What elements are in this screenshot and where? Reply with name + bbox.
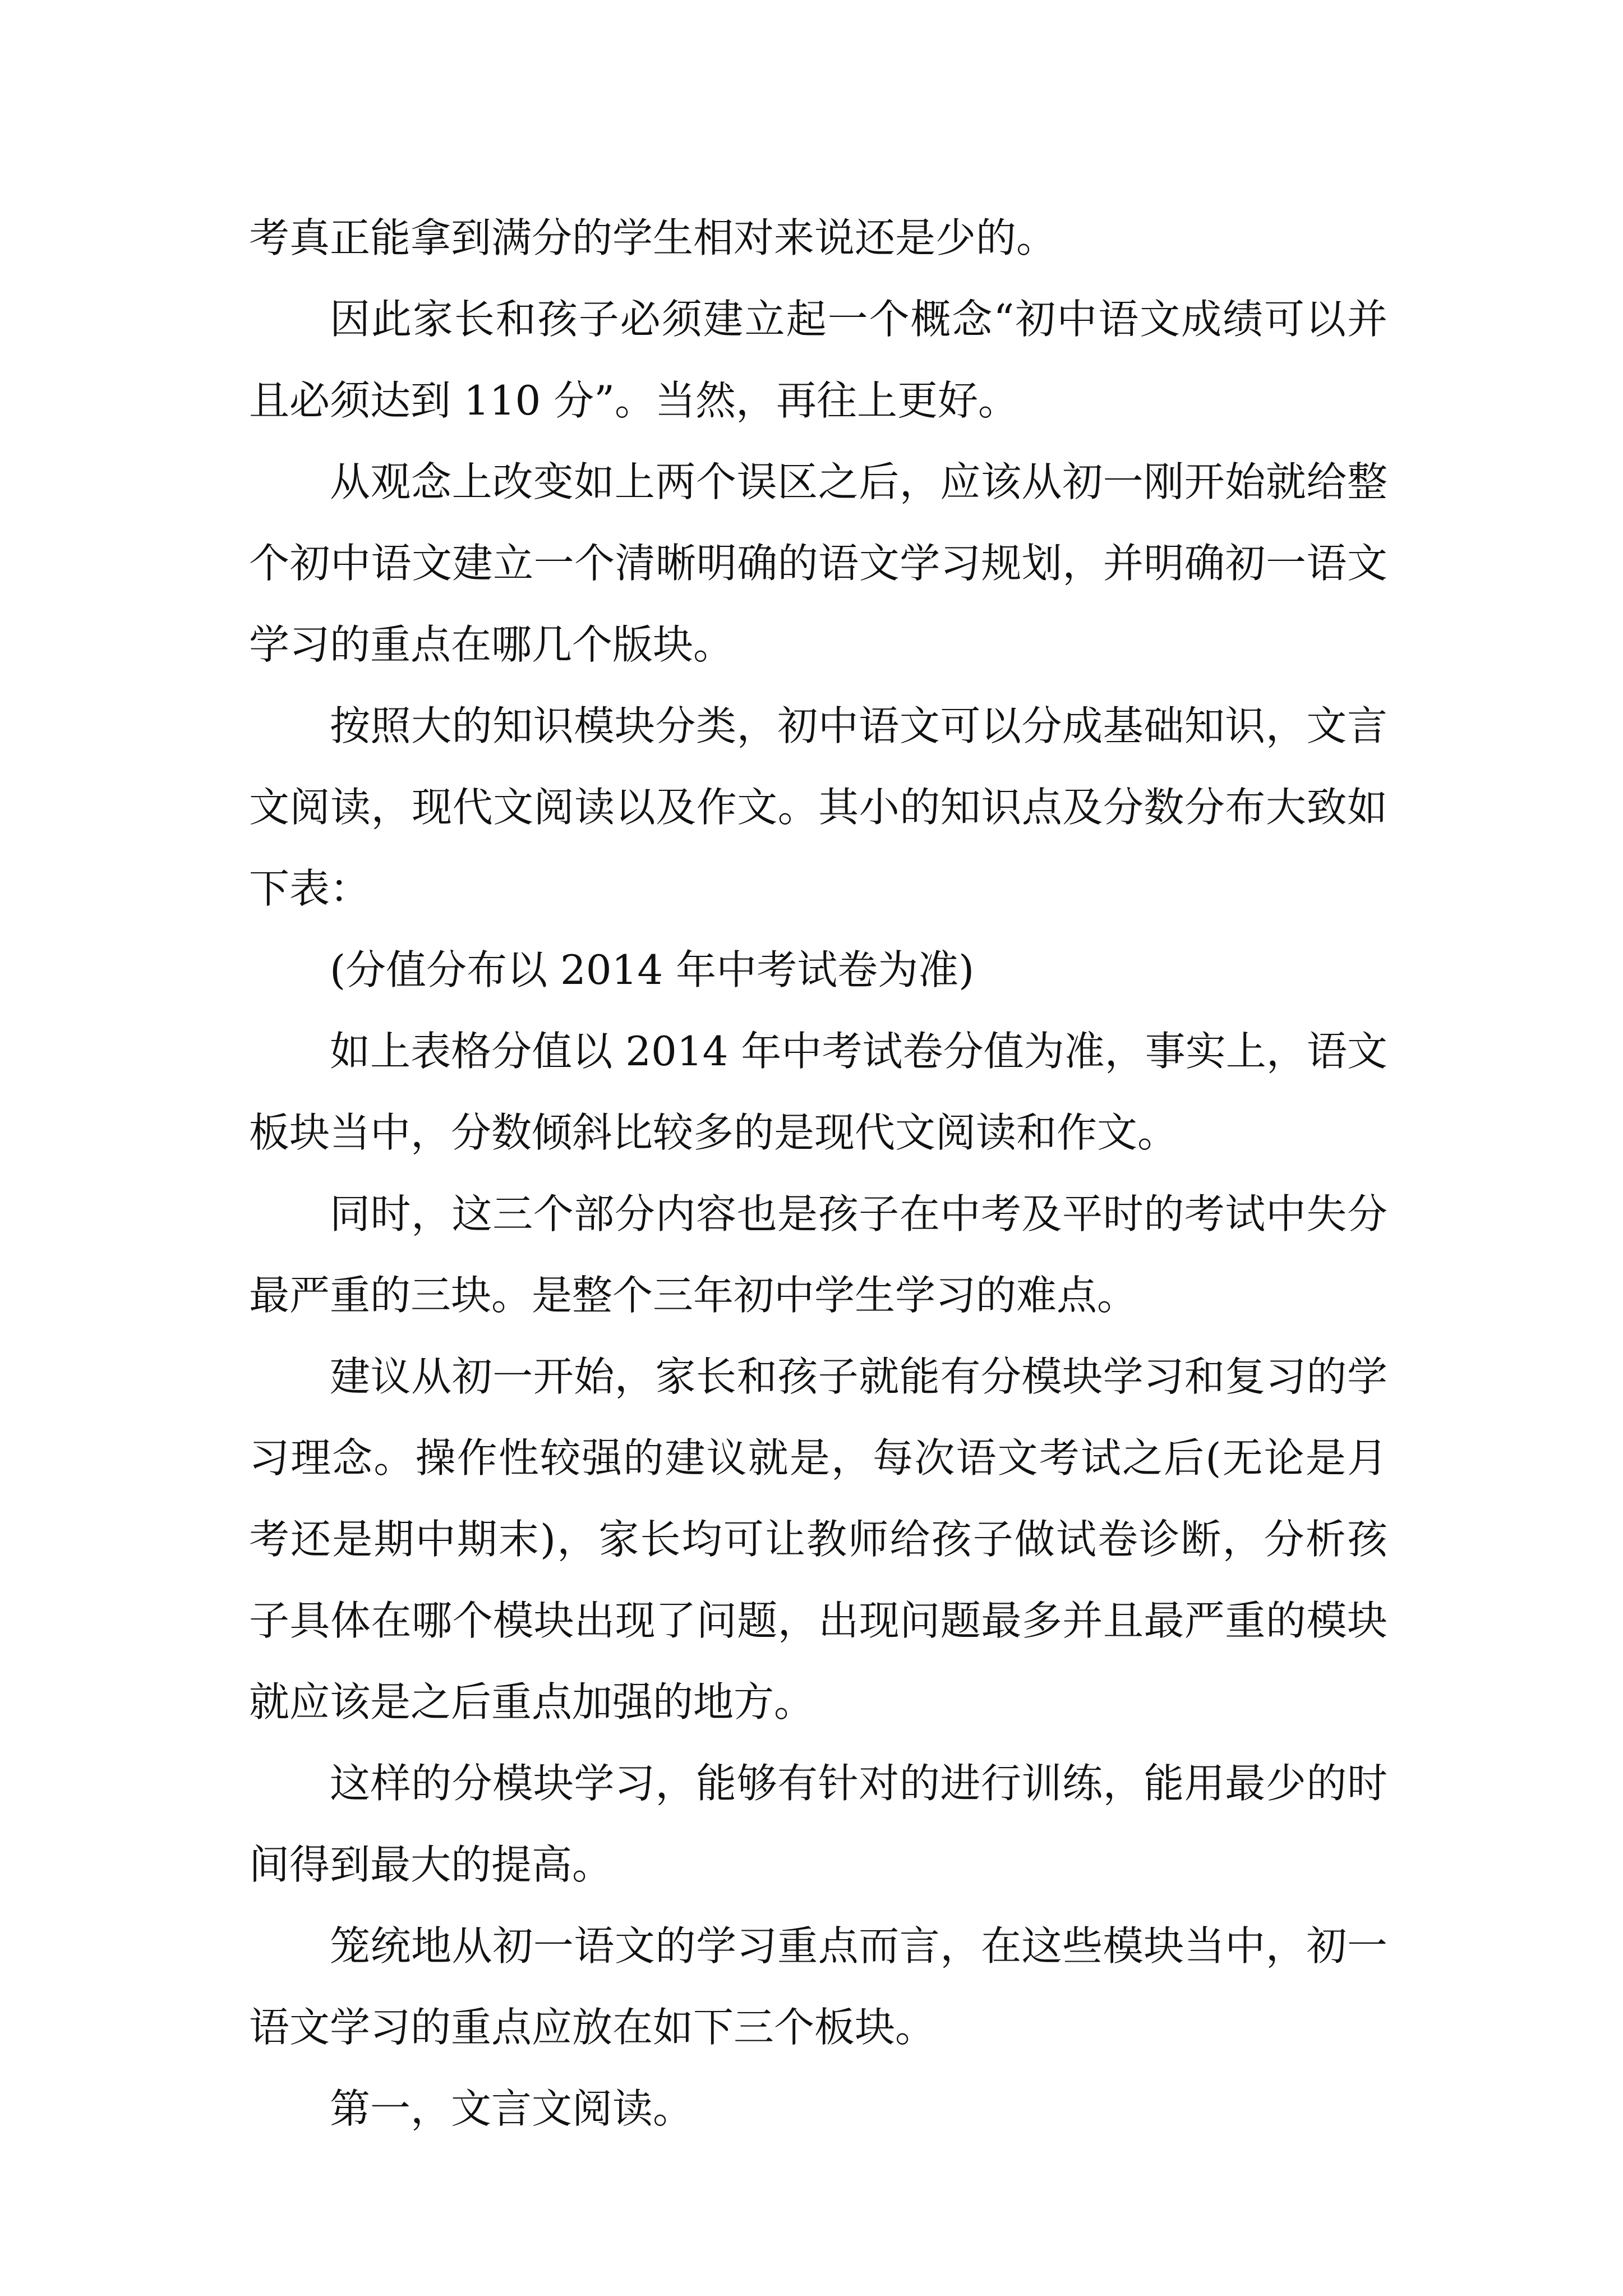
table-note: (分值分布以 2014 年中考试卷为准) [330,946,975,993]
body-text [249,197,1387,2150]
paragraph: 因此家长和孩子必须建立起一个概念“初中语文成绩可以并且必须达到 110 分”。当然，再往上更好。 [249,296,1387,424]
paragraph: 笼统地从初一语文的学习重点而言，在这些模块当中，初一语文学习的重点应放在如下三个板块。 [249,1922,1387,2051]
paragraph: 按照大的知识模块分类，初中语文可以分成基础知识，文言文阅读，现代文阅读以及作文。其小的知识点及分数分布大致如下表： [249,702,1387,912]
paragraph: 从观念上改变如上两个误区之后，应该从初一刚开始就给整个初中语文建立一个清晰明确的语文学习规划，并明确初一语文学习的重点在哪几个版块。 [249,458,1387,668]
section-heading: 第一，文言文阅读。 [330,2085,694,2132]
paragraph: 这样的分模块学习，能够有针对的进行训练，能用最少的时间得到最大的提高。 [249,1760,1387,1888]
paragraph: 如上表格分值以 2014 年中考试卷分值为准，事实上，语文板块当中，分数倾斜比较多的是现代文阅读和作文。 [249,1028,1387,1156]
paragraph: 同时，这三个部分内容也是孩子在中考及平时的考试中失分最严重的三块。是整个三年初中学生学习的难点。 [249,1190,1387,1319]
paragraph-continuation: 考真正能拿到满分的学生相对来说还是少的。 [249,214,1057,261]
paragraph: 建议从初一开始，家长和孩子就能有分模块学习和复习的学习理念。操作性较强的建议就是，每次语文考试之后(无论是月考还是期中期末)，家长均可让教师给孩子做试卷诊断，分析孩子具体在哪个模块出现了问题，出现问题最多并且最严重的模块就应该是之后重点加强的地方。 [249,1353,1387,1726]
